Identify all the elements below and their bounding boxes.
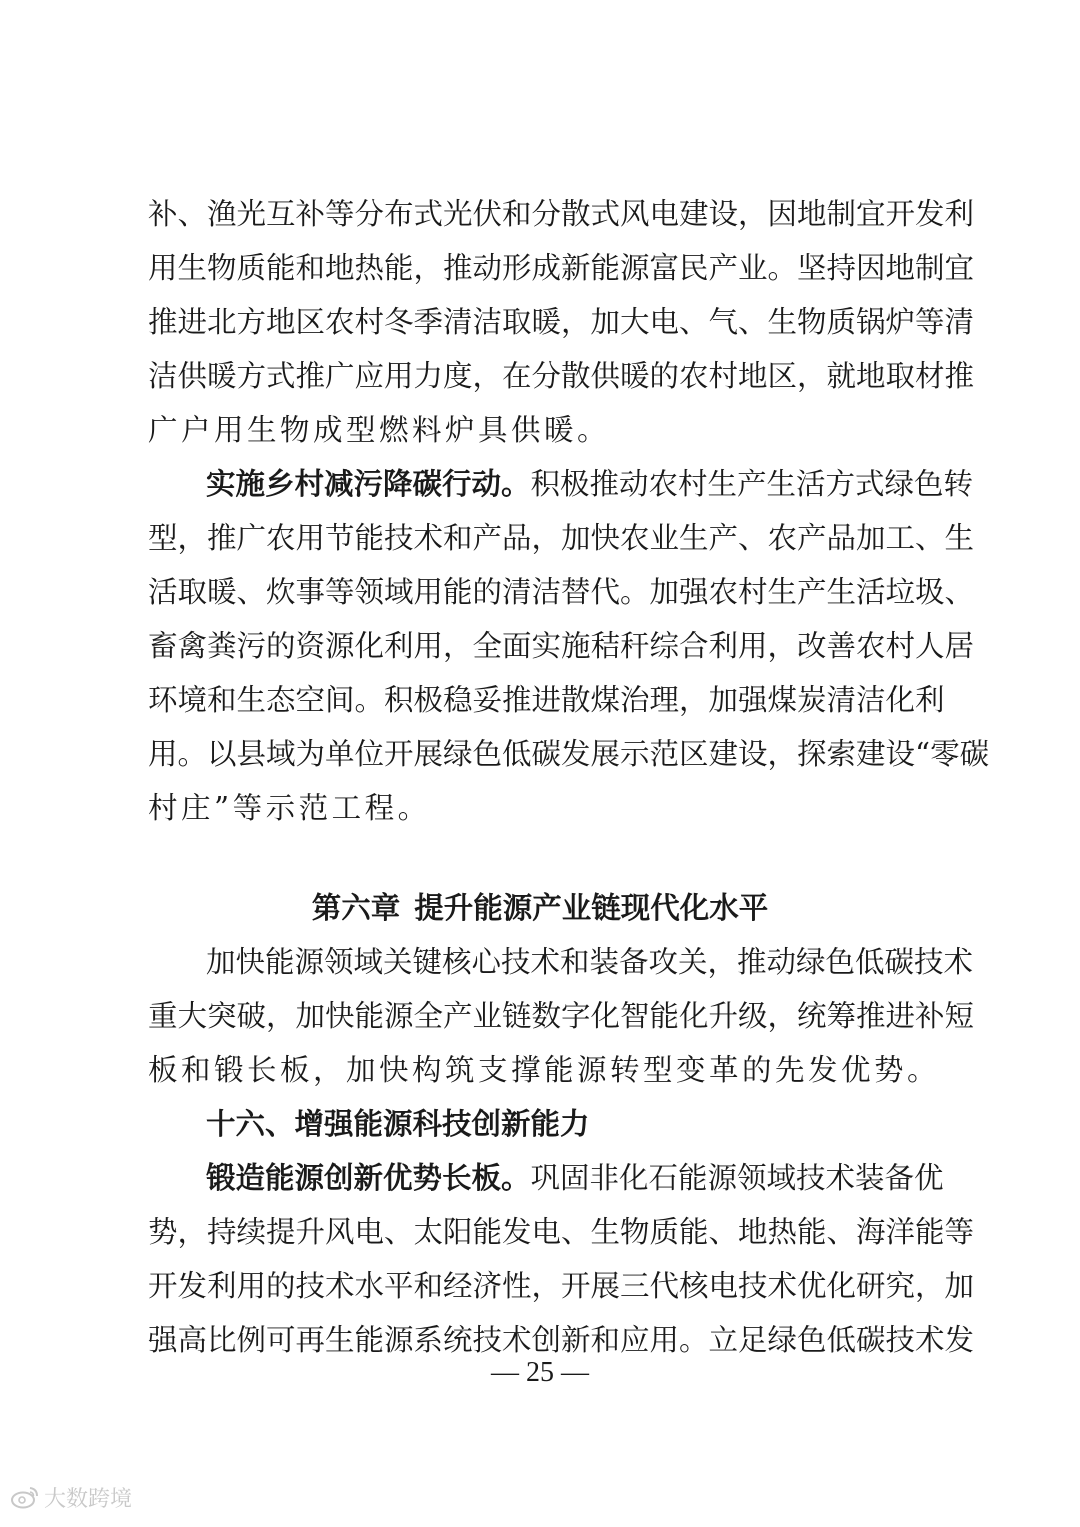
paragraph-line: 补、渔光互补等分布式光伏和分散式风电建设，因地制宜开发利: [148, 197, 975, 231]
page-number: — 25 —: [491, 1357, 589, 1388]
paragraph-line: 村庄”等示范工程。: [148, 791, 431, 825]
chapter-heading: [0, 886, 1080, 930]
paragraph-line: 畜禽粪污的资源化利用，全面实施秸秆综合利用，改善农村人居: [148, 629, 975, 663]
paragraph-line: 加快能源领域关键核心技术和装备攻关，推动绿色低碳技术: [206, 945, 974, 979]
paragraph-line: 活取暖、炊事等领域用能的清洁替代。加强农村生产生活垃圾、: [148, 575, 975, 609]
paragraph-line: 开发利用的技术水平和经济性，开展三代核电技术优化研究，加: [148, 1269, 975, 1303]
paragraph-line: 强高比例可再生能源系统技术创新和应用。立足绿色低碳技术发: [148, 1323, 975, 1357]
chapter-number: 第六章: [311, 891, 401, 925]
watermark-text: 大数跨境: [44, 1486, 133, 1512]
paragraph-first-line: [206, 1156, 944, 1200]
paragraph-line: 用。以县域为单位开展绿色低碳发展示范区建设，探索建设“零碳: [148, 737, 990, 771]
paragraph-line: 重大突破，加快能源全产业链数字化智能化升级，统筹推进补短: [148, 999, 975, 1033]
paragraph-line: 洁供暖方式推广应用力度，在分散供暖的农村地区，就地取材推: [148, 359, 975, 393]
watermark: [10, 1482, 132, 1512]
paragraph-line: 广户用生物成型燃料炉具供暖。: [148, 413, 611, 447]
paragraph-line: 用生物质能和地热能，推动形成新能源富民产业。坚持因地制宜: [148, 251, 975, 285]
paragraph-line: 型，推广农用节能技术和产品，加快农业生产、农产品加工、生: [148, 521, 975, 555]
paragraph-text: 巩固非化石能源领域技术装备优: [530, 1161, 944, 1195]
paragraph-line: 势，持续提升风电、太阳能发电、生物质能、地热能、海洋能等: [148, 1215, 975, 1249]
paragraph-line: 推进北方地区农村冬季清洁取暖，加大电、气、生物质锅炉等清: [148, 305, 975, 339]
paragraph-first-line: [206, 462, 974, 506]
paragraph-line: 板和锻长板，加快构筑支撑能源转型变革的先发优势。: [148, 1053, 941, 1087]
paragraph-lead-heading: 实施乡村减污降碳行动。: [206, 467, 531, 501]
chapter-title: 提升能源产业链现代化水平: [414, 891, 769, 925]
paragraph-lead-heading: 锻造能源创新优势长板。: [206, 1161, 531, 1195]
section-heading: 十六、增强能源科技创新能力: [206, 1107, 590, 1141]
weibo-logo-icon: [10, 1485, 40, 1509]
paragraph-line: 环境和生态空间。积极稳妥推进散煤治理，加强煤炭清洁化利: [148, 683, 945, 717]
paragraph-text: 积极推动农村生产生活方式绿色转: [530, 467, 974, 501]
